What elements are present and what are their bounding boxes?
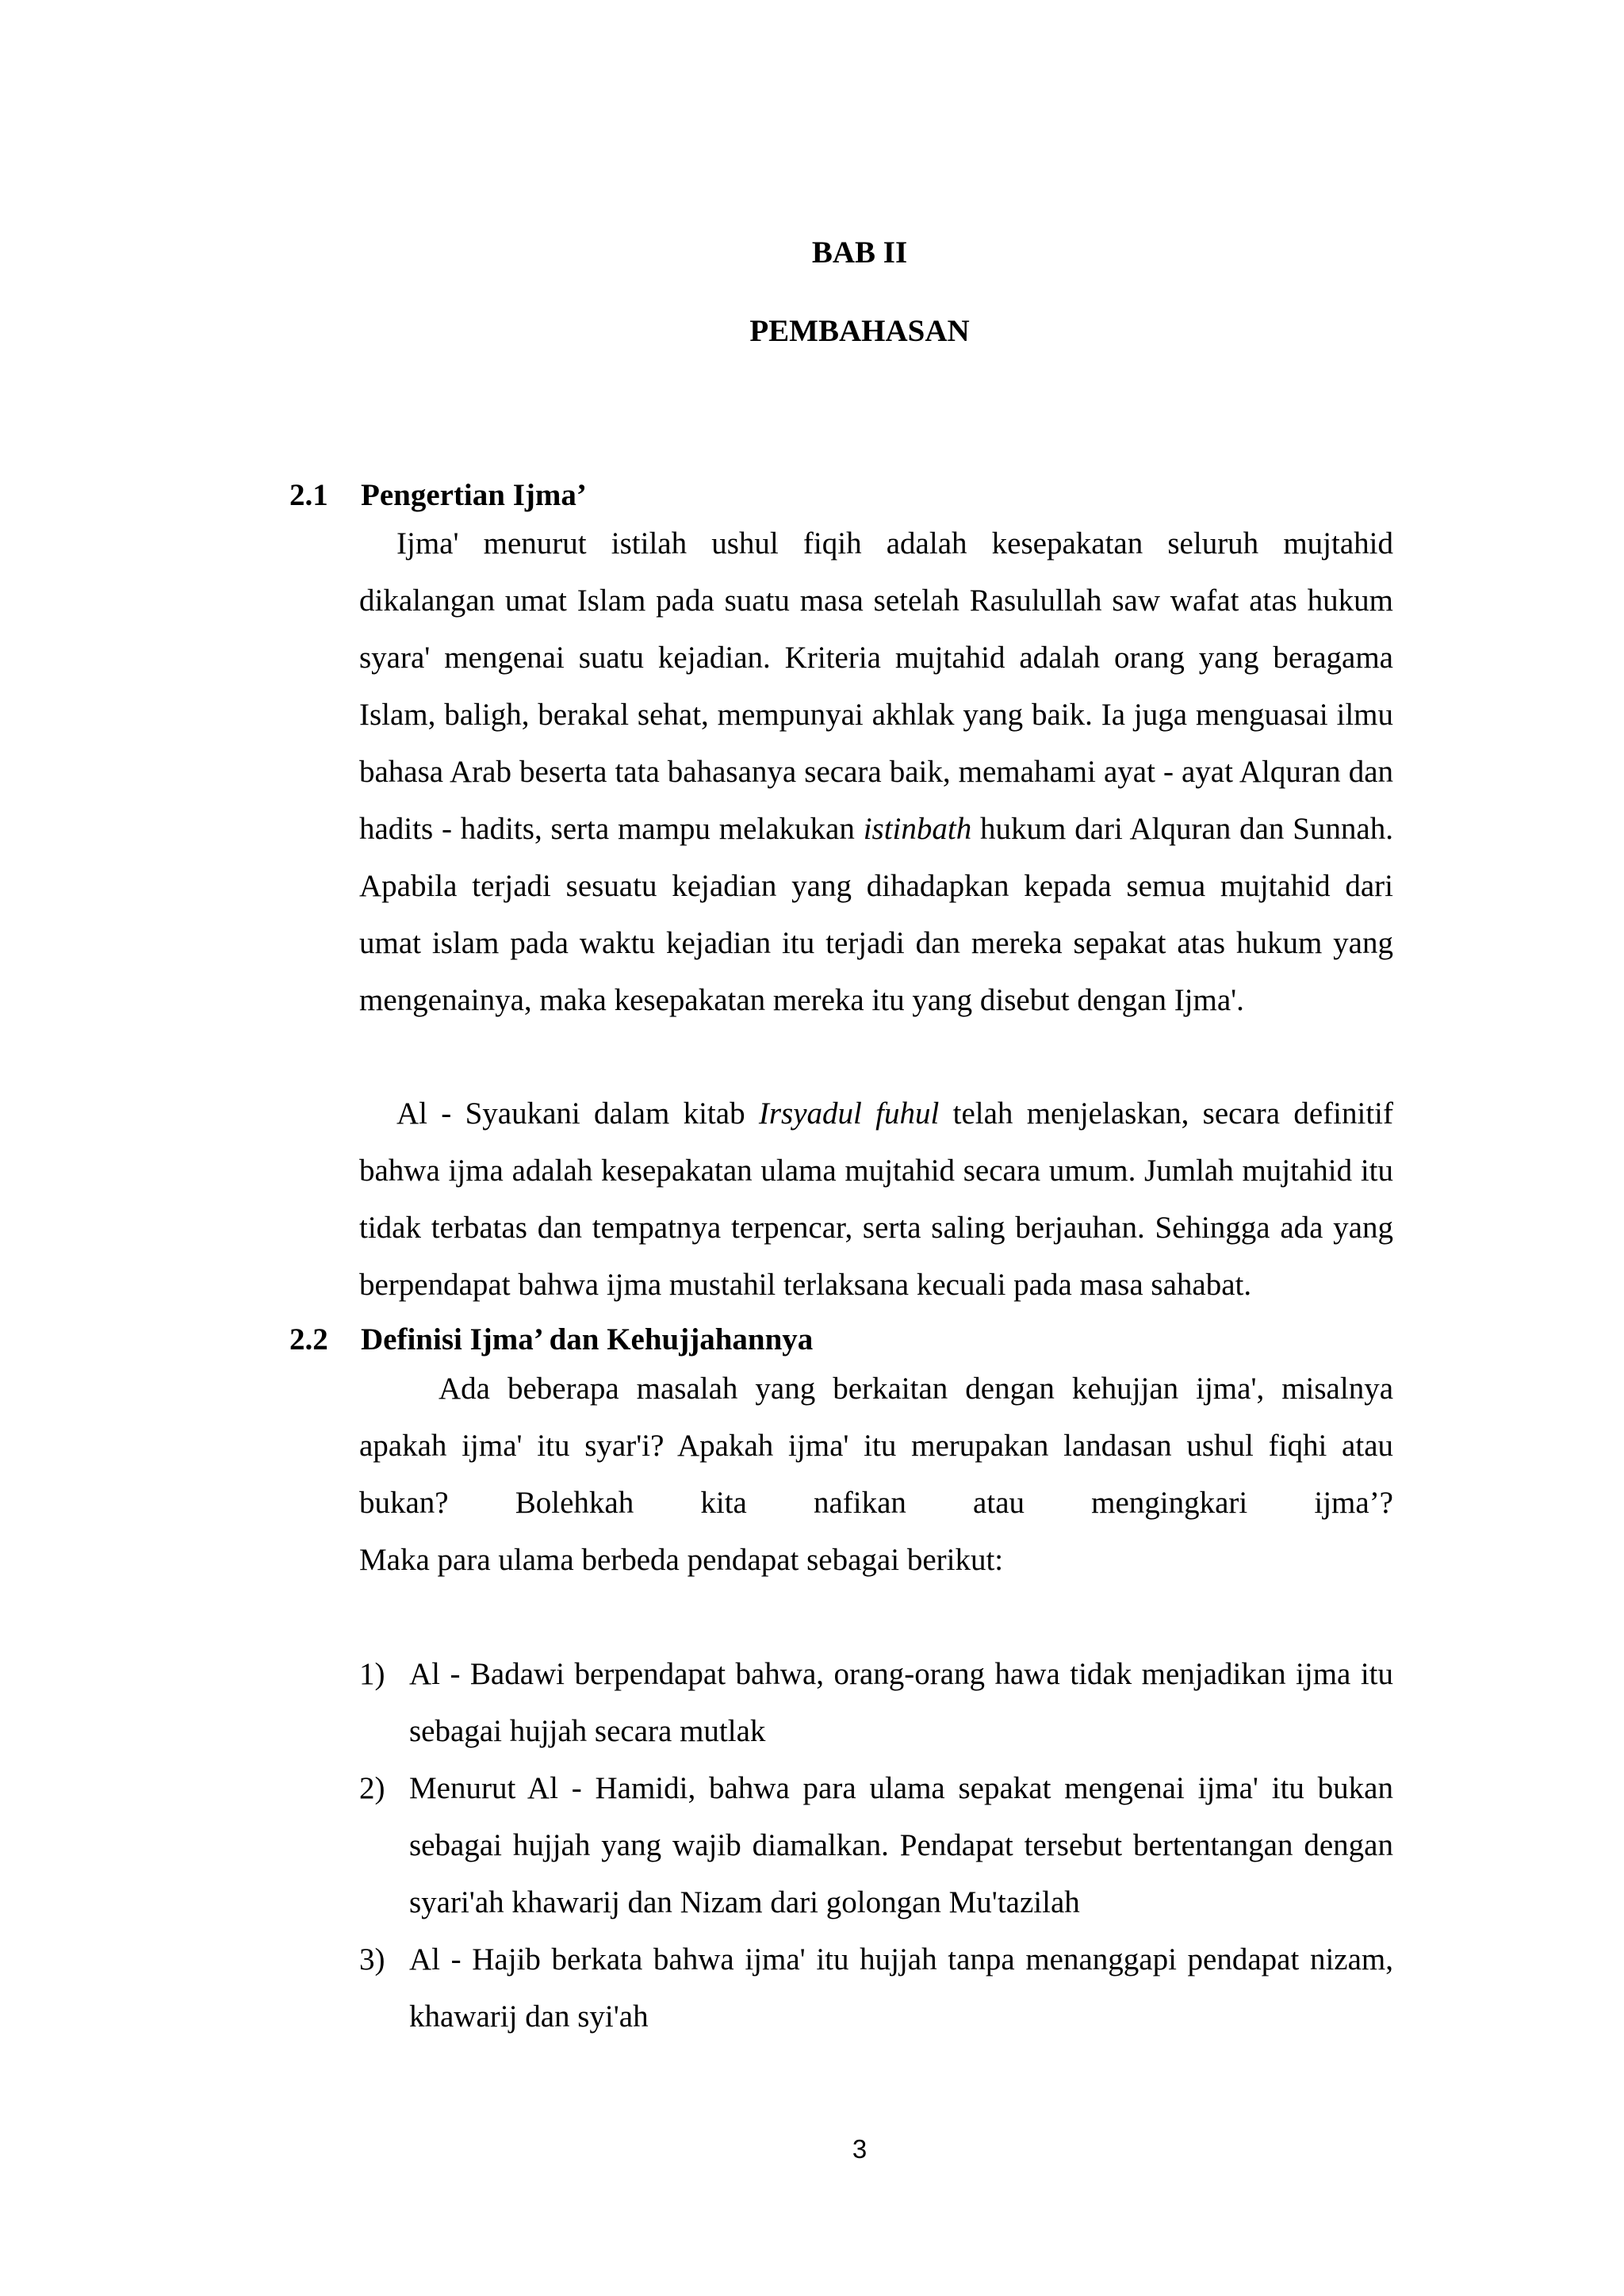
paragraph-text: hukum dari Alquran dan Sunnah. Apabila terjadi sesuatu kejadian yang dihadapkan kepada semua mujtahid dari umat islam pada waktu kejadian itu terjadi dan mereka sepakat atas hukum yang mengenainya, maka kesepakatan mereka itu yang disebut dengan Ijma'.	[359, 812, 1393, 1017]
list-item	[359, 1760, 1393, 1931]
chapter-title: PEMBAHASAN	[749, 314, 970, 348]
section-number: 2.2	[289, 1322, 328, 1357]
list-item-text: Menurut Al - Hamidi, bahwa para ulama sepakat mengenai ijma' itu bukan sebagai hujjah yang wajib diamalkan. Pendapat tersebut bertentangan dengan syari'ah khawarij dan Nizam dari golongan Mu'tazilah	[409, 1771, 1393, 1919]
list-marker: 1)	[359, 1657, 385, 1691]
page-number: 3	[852, 2134, 868, 2164]
list-marker: 2)	[359, 1771, 385, 1805]
paragraph-text: telah menjelaskan, secara definitif bahwa ijma adalah kesepakatan ulama mujtahid secara umum. Jumlah mujtahid itu tidak terbatas dan tempatnya terpencar, serta saling berjauhan. Sehingga ada yang berpendapat bahwa ijma mustahil terlaksana kecuali pada masa sahabat.	[359, 1096, 1393, 1302]
section-heading-2-1	[289, 480, 587, 511]
list-item-text: Al - Badawi berpendapat bahwa, orang-orang hawa tidak menjadikan ijma itu sebagai hujjah secara mutlak	[409, 1657, 1393, 1748]
list-item-text: Al - Hajib berkata bahwa ijma' itu hujjah tanpa menanggapi pendapat nizam, khawarij dan syi'ah	[409, 1942, 1393, 2034]
section-2-2-paragraph-2: Maka para ulama berbeda pendapat sebagai berikut:	[359, 1543, 1004, 1577]
paragraph-text: Ijma' menurut istilah ushul fiqih adalah kesepakatan seluruh mujtahid dikalangan umat Islam pada suatu masa setelah Rasulullah saw wafat atas hukum syara' mengenai suatu kejadian. Kriteria mujtahid adalah orang yang beragama Islam, baligh, berakal sehat, mempunyai akhlak yang baik. Ia juga menguasai ilmu bahasa Arab beserta tata bahasanya secara baik, memahami ayat - ayat Alquran dan hadits - hadits, serta mampu melakukan	[359, 526, 1393, 846]
list-marker: 3)	[359, 1942, 385, 1976]
section-heading-2-2	[289, 1324, 813, 1355]
chapter-number: BAB II	[811, 235, 908, 270]
section-2-1-paragraph-1	[359, 515, 1393, 1029]
section-2-1-paragraph-2	[359, 1085, 1393, 1314]
list-item	[359, 1646, 1393, 1760]
section-number: 2.1	[289, 478, 328, 512]
italic-term: Irsyadul fuhul	[758, 1096, 940, 1131]
section-title: Pengertian Ijma’	[361, 478, 587, 512]
italic-term: istinbath	[863, 812, 972, 846]
opinion-list	[359, 1646, 1393, 2045]
list-item	[359, 1931, 1393, 2045]
section-2-2-paragraph-1: Ada beberapa masalah yang berkaitan dengan kehujjan ijma', misalnya apakah ijma' itu syar'i? Apakah ijma' itu merupakan landasan ushul fiqhi atau bukan? Bolehkah kita nafikan atau mengingkari ijma’?	[359, 1372, 1393, 1520]
section-title: Definisi Ijma’ dan Kehujjahannya	[361, 1322, 814, 1357]
paragraph-text: Al - Syaukani dalam kitab	[396, 1096, 759, 1131]
